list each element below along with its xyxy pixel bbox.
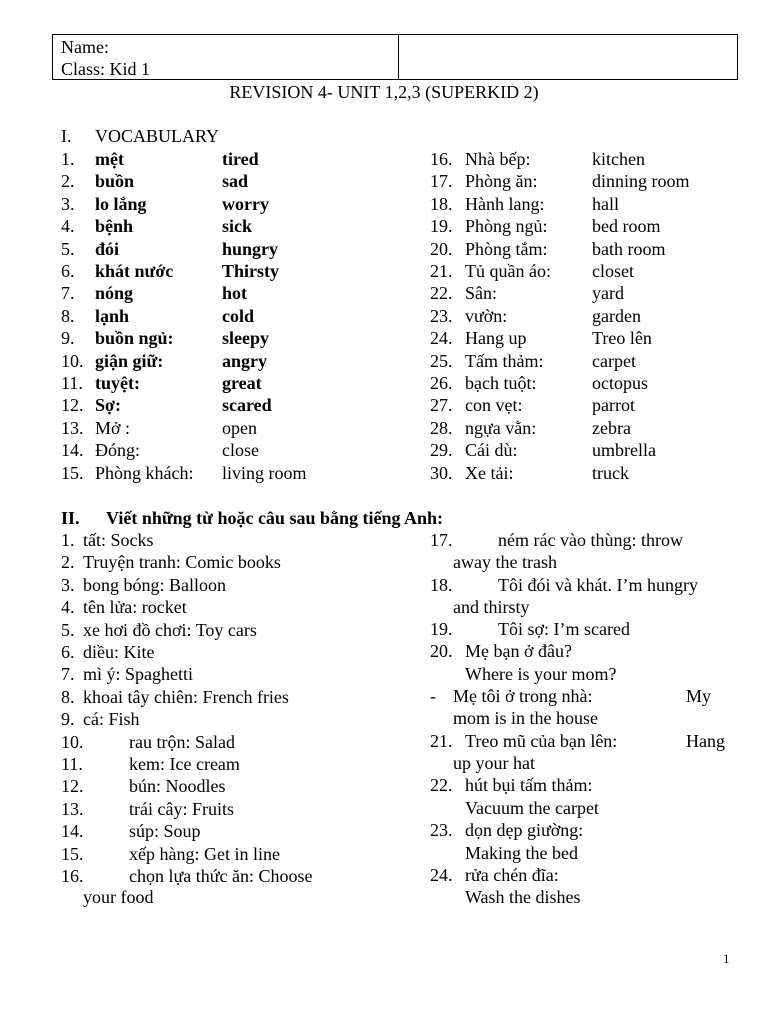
vocab-english: bath room [592,238,666,259]
list-item-continuation: Where is your mom? [465,664,617,684]
vocab-vietnamese: giận giữ: [95,350,164,371]
list-item-continuation: mom is in the house [453,708,598,728]
list-item-number: 22. [430,775,453,795]
vocab-english: kitchen [592,149,645,169]
vocab-number: 7. [61,283,75,304]
list-item-text: cá: Fish [83,709,140,730]
vocab-number: 6. [61,261,75,281]
list-item-text-tail: My [686,686,712,706]
vocab-number: 10. [61,350,84,371]
list-item-number: 13. [61,798,84,819]
class-label: Class: Kid 1 [61,59,151,79]
vocab-english: zebra [592,417,631,438]
vocab-number: 11. [61,373,83,393]
vocab-number: 12. [61,395,84,416]
list-item-number: 4. [61,597,75,618]
section2-heading: Viết những từ hoặc câu sau bằng tiếng Anh: [106,508,443,528]
list-item-continuation: your food [83,887,154,907]
vocab-english: sad [222,171,249,192]
list-item-number: 1. [61,530,75,550]
vocab-vietnamese: lạnh [95,305,130,326]
list-item-number: 3. [61,574,75,595]
vocab-vietnamese: bạch tuột: [465,373,537,393]
vocab-number: 24. [430,328,453,349]
vocab-vietnamese: lo lắng [95,193,147,214]
vocab-number: 18. [430,193,453,214]
vocab-english: parrot [592,395,635,416]
list-item-text: Mẹ tôi ở trong nhà: [453,686,593,706]
student-info-table [52,34,738,80]
list-item-text-tail: Hang [686,731,725,751]
list-item-number: 17. [430,530,453,550]
vocab-number: 9. [61,328,75,349]
list-item-text: ném rác vào thùng: throw [498,530,683,550]
vocab-number: 20. [430,238,453,259]
vocab-english: sick [222,216,253,237]
list-item-text: tên lửa: rocket [83,597,187,618]
list-item-number: 6. [61,642,75,662]
vocab-vietnamese: Hang up [465,328,527,349]
list-item-text: kem: Ice cream [129,754,240,774]
list-item-number: 10. [61,731,84,752]
vocab-vietnamese: Nhà bếp: [465,149,531,169]
list-item-number: 5. [61,619,75,640]
vocab-english: umbrella [592,440,656,461]
vocab-vietnamese: tuyệt: [95,373,140,393]
vocab-vietnamese: Hành lang: [465,193,545,214]
vocab-vietnamese: bệnh [95,216,134,237]
section1-heading: VOCABULARY [95,126,220,146]
vocab-number: 1. [61,149,75,169]
list-item-text: tất: Socks [83,530,154,550]
vocab-number: 16. [430,149,453,169]
list-item-text: Treo mũ của bạn lên: [465,731,618,751]
vocab-number: 26. [430,373,453,393]
vocab-english: yard [592,283,624,304]
list-item-text: diều: Kite [83,642,155,662]
vocab-english: open [222,417,257,438]
list-item-number: 18. [430,575,453,595]
list-item-text: chọn lựa thức ăn: Choose [129,866,313,886]
list-item-text: Tôi sợ: I’m scared [498,619,630,639]
vocab-english: worry [222,193,269,214]
vocab-vietnamese: mệt [95,149,124,169]
vocab-vietnamese: buồn [95,171,135,192]
vocab-english: close [222,440,259,461]
list-item-continuation: Making the bed [465,843,578,863]
vocab-vietnamese: Phòng ăn: [465,171,538,192]
list-item-text: Mẹ bạn ở đâu? [465,641,572,661]
vocab-number: 13. [61,417,84,438]
vocab-english: garden [592,305,641,326]
list-item-continuation: and thirsty [453,597,530,617]
vocab-english: closet [592,261,634,281]
vocab-number: 15. [61,462,84,483]
vocab-english: hall [592,193,619,214]
list-item-text: rửa chén đĩa: [465,865,559,885]
vocab-vietnamese: Sợ: [95,395,121,416]
list-item-text: dọn dẹp giường: [465,820,584,840]
list-item-continuation: Vacuum the carpet [465,798,599,818]
vocab-number: 19. [430,216,453,237]
list-item-number: 16. [61,866,84,886]
list-item-dash: - [430,686,436,706]
vocab-english: octopus [592,373,648,393]
list-item-number: 7. [61,664,75,685]
vocab-vietnamese: Xe tải: [465,462,514,483]
list-item-continuation: up your hat [453,753,535,773]
list-item-number: 19. [430,619,453,639]
vocab-number: 8. [61,305,75,326]
vocab-vietnamese: khát nước [95,261,174,281]
vocab-english: dinning room [592,171,690,192]
vocab-vietnamese: Phòng khách: [95,462,194,483]
list-item-text: bong bóng: Balloon [83,574,226,595]
vocab-number: 25. [430,350,453,371]
list-item-continuation: Wash the dishes [465,887,581,907]
vocab-vietnamese: ngựa vằn: [465,417,537,438]
vocab-english: living room [222,462,307,483]
vocab-english: carpet [592,350,636,371]
vocab-vietnamese: buồn ngủ: [95,328,174,349]
vocab-number: 23. [430,305,453,326]
list-item-number: 14. [61,821,84,842]
vocab-vietnamese: Tủ quần áo: [465,261,551,281]
vocab-number: 22. [430,283,453,304]
list-item-text: hút bụi tấm thảm: [465,775,593,795]
vocab-number: 4. [61,216,75,237]
list-item-text: xếp hàng: Get in line [129,843,280,864]
vocab-english: scared [222,395,272,416]
vocab-english: hungry [222,238,279,259]
list-item-text: Tôi đói và khát. I’m hungry [498,575,698,595]
vocab-number: 2. [61,171,75,192]
section1-number: I. [61,126,72,146]
vocab-vietnamese: con vẹt: [465,395,523,416]
page-title: REVISION 4- UNIT 1,2,3 (SUPERKID 2) [229,82,539,102]
vocab-english: sleepy [222,328,269,349]
list-item-continuation: away the trash [453,552,557,572]
vocab-vietnamese: đói [95,238,120,259]
list-item-number: 20. [430,641,453,661]
list-item-text: Truyện tranh: Comic books [83,552,281,573]
vocab-number: 30. [430,462,453,483]
name-label: Name: [61,37,109,57]
section2-number: II. [61,508,80,528]
vocab-vietnamese: Đóng: [95,440,140,461]
vocab-english: bed room [592,216,661,237]
vocab-vietnamese: Mở : [95,417,131,438]
list-item-number: 23. [430,820,453,840]
list-item-number: 9. [61,709,75,730]
vocab-vietnamese: Phòng ngủ: [465,216,548,237]
list-item-number: 12. [61,776,84,797]
vocab-vietnamese: Sân: [465,283,498,304]
vocab-number: 5. [61,238,75,259]
vocab-number: 28. [430,417,453,438]
vocab-english: angry [222,350,267,371]
list-item-text: súp: Soup [129,821,201,842]
vocab-vietnamese: Phòng tắm: [465,238,548,259]
vocab-english: Treo lên [592,328,652,349]
vocab-number: 14. [61,440,84,461]
list-item-text: trái cây: Fruits [129,798,234,819]
list-item-text: bún: Noodles [129,776,226,797]
list-item-text: khoai tây chiên: French fries [83,686,289,707]
vocab-number: 17. [430,171,453,192]
vocab-vietnamese: Cái dù: [465,440,518,461]
vocab-number: 3. [61,193,75,214]
vocab-english: hot [222,283,248,304]
list-item-text: xe hơi đồ chơi: Toy cars [83,619,257,640]
vocab-number: 21. [430,261,453,281]
list-item-number: 21. [430,731,453,751]
vocab-number: 27. [430,395,453,416]
vocab-english: Thirsty [222,261,280,281]
vocab-vietnamese: Tấm thảm: [465,350,544,371]
list-item-number: 15. [61,843,84,864]
vocab-english: truck [592,462,629,483]
page-number: 1 [723,951,730,966]
list-item-number: 24. [430,865,453,885]
vocab-number: 29. [430,440,453,461]
vocab-vietnamese: vườn: [465,305,508,326]
list-item-number: 2. [61,552,75,573]
list-item-text: rau trộn: Salad [129,731,235,752]
vocab-english: cold [222,305,255,326]
list-item-text: mì ý: Spaghetti [83,664,193,685]
vocab-english: great [222,373,262,393]
list-item-number: 11. [61,754,83,774]
vocab-vietnamese: nóng [95,283,134,304]
vocab-english: tired [222,149,259,169]
list-item-number: 8. [61,686,75,707]
table-divider [398,35,399,79]
